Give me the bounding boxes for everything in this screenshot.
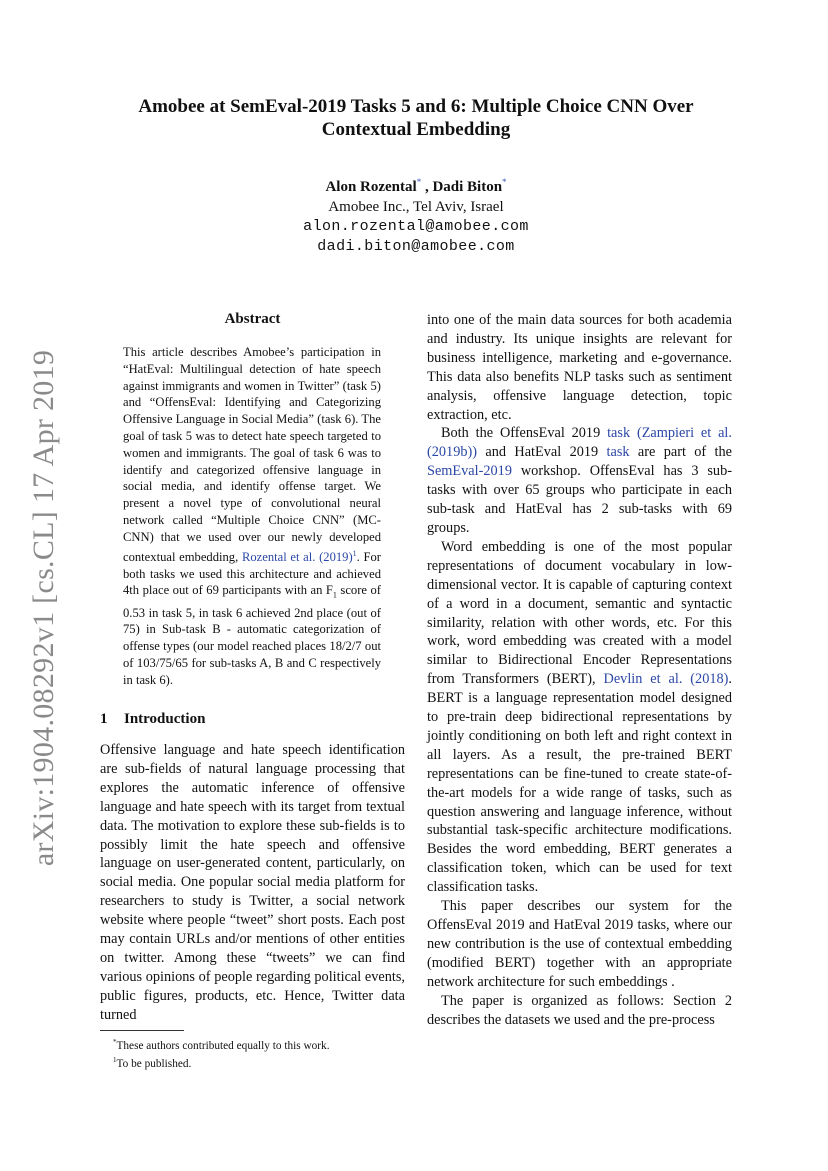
footnote-2-mark: 1 [113,1056,117,1065]
arxiv-stamp [14,349,74,867]
p2-text-a: Both the OffensEval 2019 [441,425,608,442]
footnotes [113,1035,330,1072]
p3-text-a: Word embedding is one of the most popular representations of document vocabulary in low-dimensional vector. It is capable of capturing context of a word in a document, semantic and syntactic similarity, relation with other words, etc. For this work, word embedding was created with a model similar to Bidirectional Encoder Representations from Transformers (BERT), [427,538,732,688]
footnote-2 [113,1053,330,1071]
author-names [100,172,732,197]
email-2: dadi.biton@amobee.com [317,238,515,255]
right-paragraph-3 [427,538,732,897]
paper-title [100,95,732,141]
abstract-text-a: This article describes Amobee’s participation in “HatEval: Multilingual detection of hate speech against immigrants and women in Twitter” (task 5) and “OffensEval: Identifying and Categorizing Offensive Language in Social Media” (task 6). The goal of task 5 was to detect hate speech targeted to women and immigrants. The goal of task 6 was to identify and categorized offensive language in social media, and identify offense target. We present a novel type of convolutional neural network called “Multiple Choice CNN” (MC-CNN) that we used over our newly developed contextual embedding, [123,345,381,564]
author-1-mark: * [416,177,422,187]
abstract-text-b: . For both tasks we used this architecture and achieved 4th place out of 69 participants with an F [123,549,382,598]
semeval-link[interactable]: SemEval-2019 [427,463,512,480]
author-1: Alon Rozental [325,179,417,195]
abstract-heading: Abstract [224,311,281,327]
section-title: Introduction [124,711,206,727]
p2-text-b [630,425,637,441]
p3-text-b: . BERT is a language representation model designed to pre-train deep bidirectional representations by jointly conditioning on both left and right context in all layers. As a result, the pre-trained BERT representations can be fine-tuned to create state-of-the-art models for a wide range of tasks, such as question answering and language inference, without substantial task-specific architecture modifications. Besides the word embedding, BERT generates a classification token, which can be used for text classification tasks. [427,671,732,896]
section-number: 1 [100,711,108,727]
arxiv-stamp-text: arXiv:1904.08292v1 [cs.CL] 17 Apr 2019 [27,349,60,867]
footnote-1-mark: * [113,1038,117,1046]
p2-text-d: are part of the [629,444,733,461]
p2-text-c: and HatEval 2019 [477,444,607,461]
intro-paragraph [100,741,405,1025]
abstract-body [123,344,381,689]
hateval-task-link[interactable]: task [606,444,630,461]
zampieri-citation-link[interactable]: (Zampieri et al. (2019b)) [427,425,732,461]
title-line-2: Contextual Embedding [321,119,511,140]
p2-text-e: workshop. OffensEval has 3 sub-tasks with over 65 groups who participate in each sub-task and HatEval has 2 sub-tasks with 69 groups. [427,463,732,536]
affiliation: Amobee Inc., Tel Aviv, Israel [328,199,504,215]
author-2-mark: * [502,177,507,187]
abstract-f1-subscript: 1 [332,590,337,600]
author-separator: , [421,179,433,195]
author-block [100,172,732,257]
author-2: Dadi Biton [432,179,503,195]
right-paragraph-5: The paper is organized as follows: Section 2 describes the datasets we used and the pre-process [427,992,732,1028]
right-paragraph-2 [427,424,732,537]
title-line-1: Amobee at SemEval-2019 Tasks 5 and 6: Multiple Choice CNN Over [138,96,694,117]
devlin-citation-link[interactable]: Devlin et al. (2018) [603,671,729,688]
footnote-1 [113,1035,330,1053]
email-1: alon.rozental@amobee.com [303,218,529,235]
section-heading [100,711,205,728]
right-paragraph-4: This paper describes our system for the OffensEval 2019 and HatEval 2019 tasks, where our new contribution is the use of contextual embedding (modified BERT) together with an appropriate network architecture for such embeddings . [427,898,732,990]
footnote-1-text: These authors contributed equally to this work. [116,1039,330,1052]
footnote-2-text: To be published. [116,1058,192,1071]
footnote-rule [100,1030,184,1031]
intro-text: Offensive language and hate speech identification are sub-fields of natural language processing that explores the automatic inference of offensive language and hate speech with its target from textual data. The motivation to explore these sub-fields is to possibly limit the hate speech and offensive language on user-generated content, particularly, on social media. One popular social media platform for researchers to study is Twitter, a social network website where people “tweet” short posts. Each post may contain URLs and/or mentions of other entities on twitter. Among these “tweets” we can find various opinions of people regarding political events, public figures, products, etc. Hence, Twitter data turned [100,742,405,1023]
right-paragraph-1: into one of the main data sources for both academia and industry. Its unique insights are relevant for business intelligence, marketing and e-governance. This data also benefits NLP tasks such as sentiment analysis, offensive language detection, topic extraction, etc. [427,312,732,423]
abstract-footnote-mark[interactable]: 1 [352,548,357,558]
abstract-citation-link[interactable]: Rozental et al. (2019) [241,549,353,564]
abstract-text-c: score of 0.53 in task 5, in task 6 achieved 2nd place (out of 75) in Sub-task B - automatic categorization of offense types (our model reached places 18/2/7 out of 103/75/65 for sub-tasks A, B and C respectively in task 6). [123,583,381,687]
right-column [427,311,732,1029]
offenseval-task-link[interactable]: task [607,425,631,442]
